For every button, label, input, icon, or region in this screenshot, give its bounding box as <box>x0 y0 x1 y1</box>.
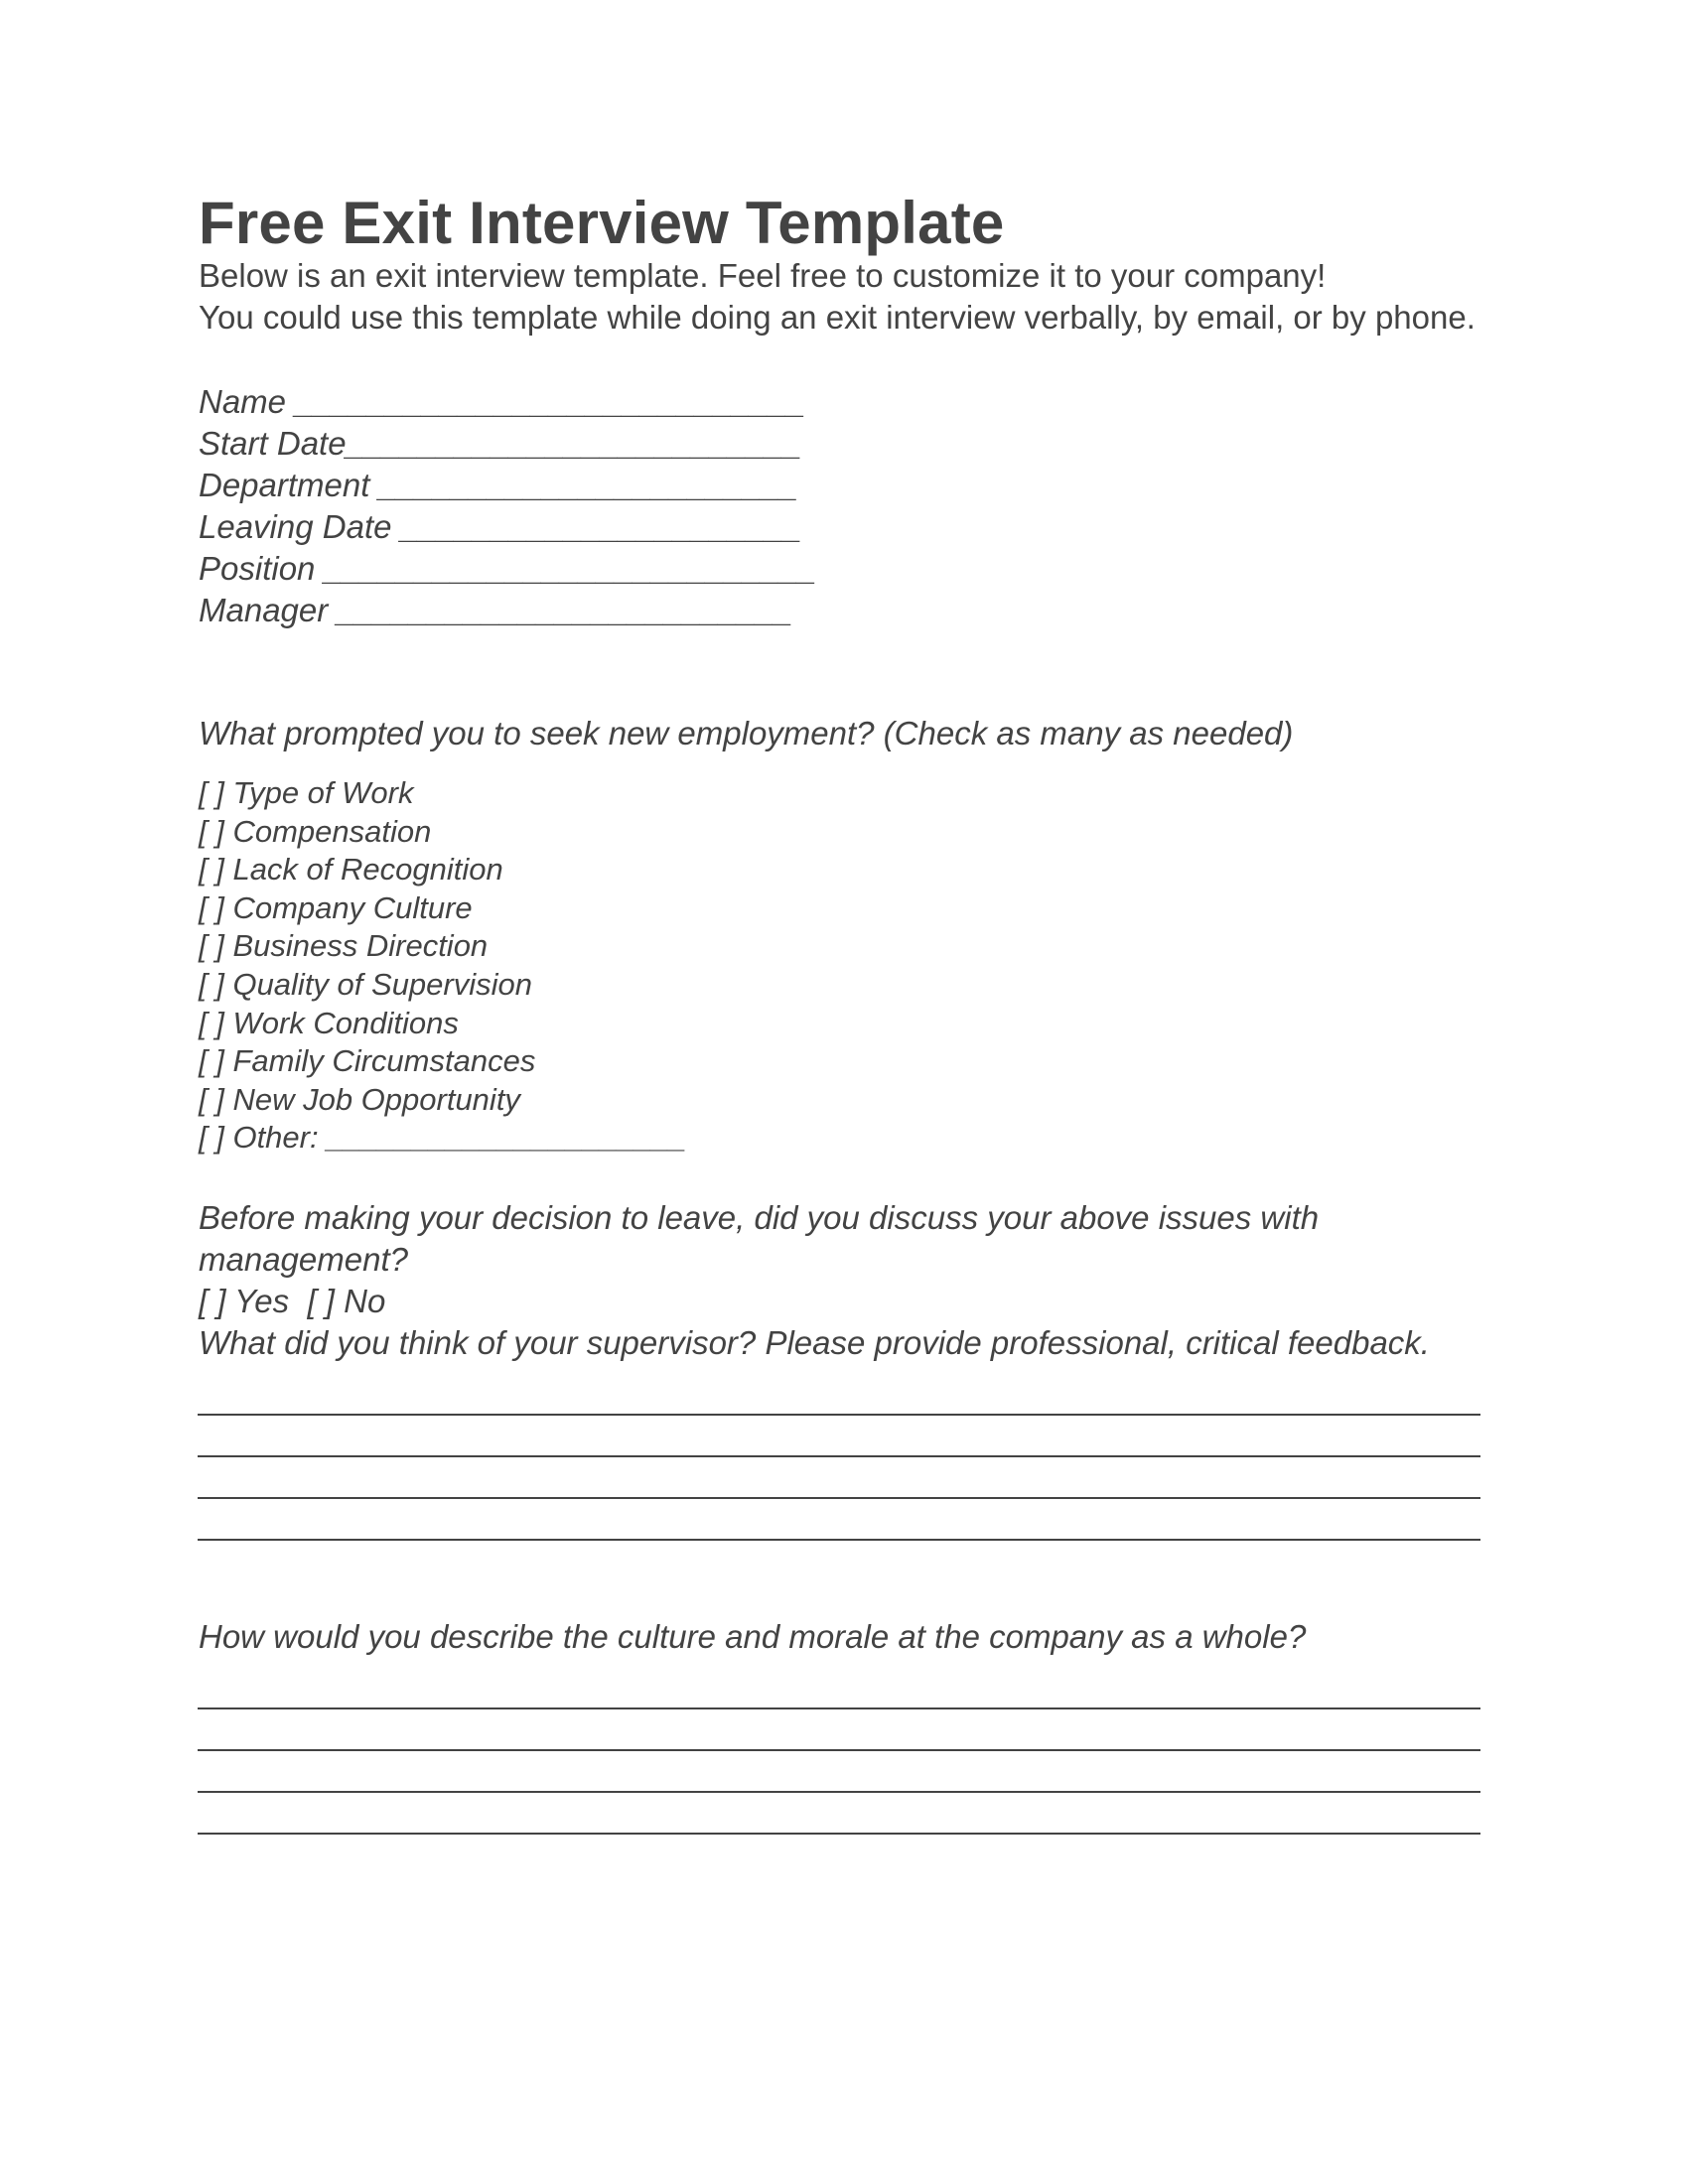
checkbox-family-circumstances[interactable]: [ ] Family Circumstances <box>199 1043 536 1079</box>
document-page <box>199 190 1489 1835</box>
checkbox-business-direction[interactable]: [ ] Business Direction <box>199 928 489 964</box>
answer-line[interactable] <box>198 1374 1480 1416</box>
supervisor-feedback-answer-area[interactable] <box>199 1374 1489 1541</box>
answer-line[interactable] <box>198 1668 1480 1709</box>
answer-line[interactable] <box>198 1793 1480 1835</box>
checkbox-other[interactable]: [ ] Other: _____________________ <box>199 1120 687 1156</box>
answer-line[interactable] <box>198 1457 1480 1499</box>
employee-info-fields <box>199 381 1489 631</box>
checkbox-new-job-opportunity[interactable]: [ ] New Job Opportunity <box>199 1081 520 1117</box>
intro-line-1: Below is an exit interview template. Feel free to customize it to your company! <box>199 257 1327 294</box>
question-discussed-with-management: Before making your decision to leave, did you discuss your above issues with management? <box>199 1198 1320 1278</box>
checkbox-quality-of-supervision[interactable]: [ ] Quality of Supervision <box>199 966 532 1002</box>
question-culture-and-morale: How would you describe the culture and morale at the company as a whole? <box>199 1617 1307 1655</box>
checkbox-work-conditions[interactable]: [ ] Work Conditions <box>199 1005 459 1040</box>
checkbox-company-culture[interactable]: [ ] Company Culture <box>199 889 473 925</box>
answer-line[interactable] <box>198 1416 1480 1457</box>
page-title: Free Exit Interview Template <box>199 190 1005 256</box>
checkbox-lack-of-recognition[interactable]: [ ] Lack of Recognition <box>199 852 503 887</box>
culture-morale-answer-area[interactable] <box>199 1668 1489 1835</box>
manager-field[interactable]: Manager _________________________ <box>199 592 793 628</box>
answer-line[interactable] <box>198 1709 1480 1751</box>
name-field[interactable]: Name ____________________________ <box>199 383 806 420</box>
yes-no-options[interactable]: [ ] Yes [ ] No <box>199 1282 386 1319</box>
leaving-date-field[interactable]: Leaving Date ______________________ <box>199 508 802 545</box>
question-reason-for-leaving: What prompted you to seek new employment? (Check as many as needed) <box>199 715 1294 751</box>
question-supervisor-feedback: What did you think of your supervisor? Please provide professional, critical feedback. <box>199 1323 1430 1361</box>
checkbox-compensation[interactable]: [ ] Compensation <box>199 813 432 849</box>
position-field[interactable]: Position ___________________________ <box>199 550 817 587</box>
intro-line-2: You could use this template while doing an exit interview verbally, by email, or by phone. <box>199 299 1476 336</box>
start-date-field[interactable]: Start Date_________________________ <box>199 425 802 462</box>
department-field[interactable]: Department _______________________ <box>199 467 798 503</box>
answer-line[interactable] <box>198 1499 1480 1541</box>
checkbox-type-of-work[interactable]: [ ] Type of Work <box>199 775 414 810</box>
reason-checklist <box>199 774 1489 1158</box>
intro-paragraph <box>199 255 1489 339</box>
answer-line[interactable] <box>198 1751 1480 1793</box>
